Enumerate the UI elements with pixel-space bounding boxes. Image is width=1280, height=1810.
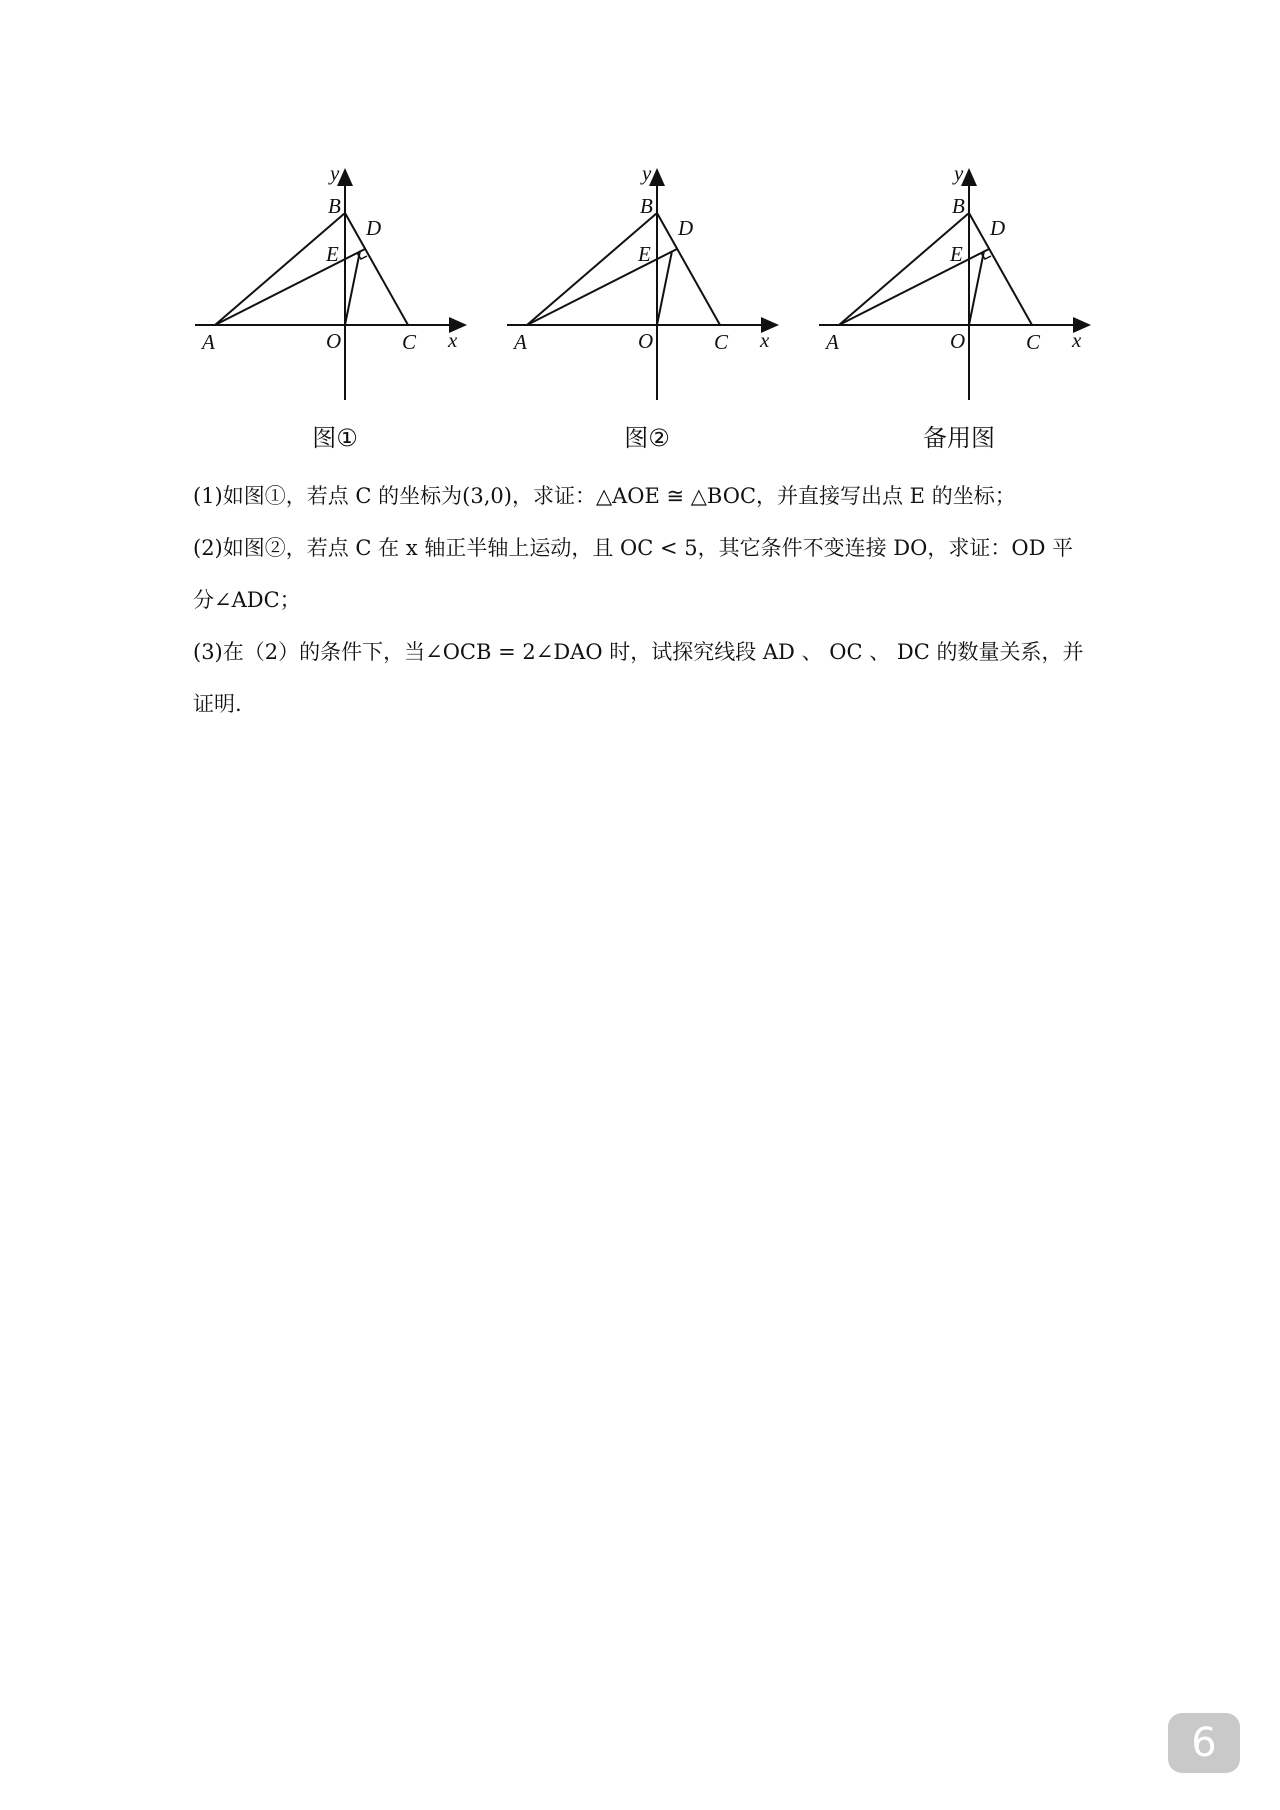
label-x: x: [1072, 328, 1082, 352]
figure-2-diagram: [502, 165, 792, 415]
page-number-badge: 6: [1168, 1713, 1240, 1773]
label-b: B: [952, 194, 965, 218]
label-y: y: [954, 165, 964, 185]
label-d: D: [366, 216, 382, 240]
label-e: E: [326, 242, 339, 266]
figure-2: [502, 165, 792, 465]
figures-row: [190, 165, 1105, 465]
label-o: O: [326, 329, 342, 353]
figure-1-caption: 图①: [312, 424, 358, 452]
label-c: C: [714, 330, 729, 354]
label-e: E: [638, 242, 651, 266]
figure-1: [190, 165, 480, 465]
label-a: A: [202, 330, 215, 354]
label-c: C: [1026, 330, 1041, 354]
segment-od: [969, 251, 984, 325]
label-o: O: [950, 329, 966, 353]
figure-spare-diagram: [814, 165, 1104, 415]
label-x: x: [760, 328, 770, 352]
label-a: A: [514, 330, 527, 354]
question-2: (2)如图②，若点 C 在 x 轴正半轴上运动，且 OC < 5，其它条件不变连接 DO，求证：OD 平分∠ADC；: [193, 536, 1074, 612]
figure-2-caption: 图②: [624, 424, 670, 452]
label-d: D: [990, 216, 1006, 240]
label-d: D: [678, 216, 694, 240]
label-e: E: [950, 242, 963, 266]
label-y: y: [330, 165, 340, 185]
segment-od: [345, 251, 360, 325]
label-a: A: [826, 330, 839, 354]
segment-od: [657, 251, 672, 325]
label-b: B: [640, 194, 653, 218]
label-x: x: [448, 328, 458, 352]
label-o: O: [638, 329, 654, 353]
label-b: B: [328, 194, 341, 218]
question-1: (1)如图①，若点 C 的坐标为(3,0)，求证：△AOE ≅ △BOC，并直接写出点 E 的坐标；: [193, 484, 1016, 508]
question-list: [193, 470, 1093, 730]
figure-spare-caption: 备用图: [923, 424, 995, 452]
question-3: (3)在（2）的条件下，当∠OCB = 2∠DAO 时，试探究线段 AD 、 OC 、 DC 的数量关系，并证明.: [193, 640, 1084, 716]
label-c: C: [402, 330, 417, 354]
figure-1-diagram: [190, 165, 480, 415]
label-y: y: [642, 165, 652, 185]
figure-spare: [814, 165, 1104, 465]
